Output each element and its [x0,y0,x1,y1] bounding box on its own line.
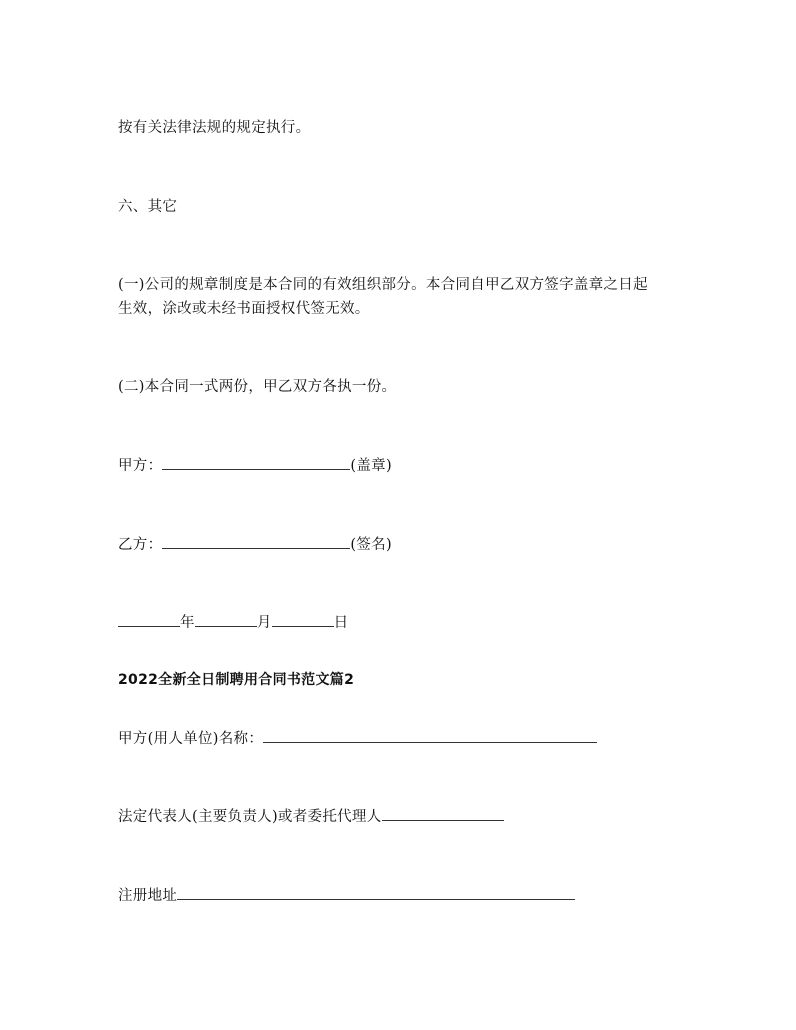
year-label: 年 [180,615,195,631]
clause-1-line-1: (一)公司的规章制度是本合同的有效组织部分。本合同自甲乙双方签字盖章之日起 [118,277,648,293]
year-blank[interactable] [118,611,180,627]
clause-1-line-2: 生效，涂改或未经书面授权代签无效。 [118,301,370,317]
party-b-blank[interactable] [162,533,350,549]
month-label: 月 [256,615,272,631]
registered-address-line [118,884,575,908]
section-heading-other: 六、其它 [118,199,178,215]
party-b-signature-line [118,533,392,557]
party-a-signature-line [118,454,392,478]
day-blank[interactable] [272,611,334,627]
representative-blank[interactable] [382,805,504,821]
paragraph-legal-compliance: 按有关法律法规的规定执行。 [118,120,311,136]
registered-address-label: 注册地址 [118,888,178,904]
day-label: 日 [333,615,349,631]
party-a-blank[interactable] [162,454,350,470]
representative-line [118,805,504,829]
party-b-label: 乙方： [118,537,163,553]
registered-address-blank[interactable] [177,884,575,900]
employer-name-line [118,727,597,751]
clause-2: (二)本合同一式两份，甲乙双方各执一份。 [118,379,397,395]
section-2-title: 2022全新全日制聘用合同书范文篇2 [118,672,355,688]
employer-name-blank[interactable] [263,727,597,743]
employer-name-label: 甲方(用人单位)名称： [118,731,264,747]
month-blank[interactable] [195,611,257,627]
party-b-sign-note: (签名) [350,537,392,553]
party-a-seal-note: (盖章) [350,458,392,474]
party-a-label: 甲方： [118,458,163,474]
date-line [118,611,348,635]
representative-label: 法定代表人(主要负责人)或者委托代理人 [118,809,382,825]
